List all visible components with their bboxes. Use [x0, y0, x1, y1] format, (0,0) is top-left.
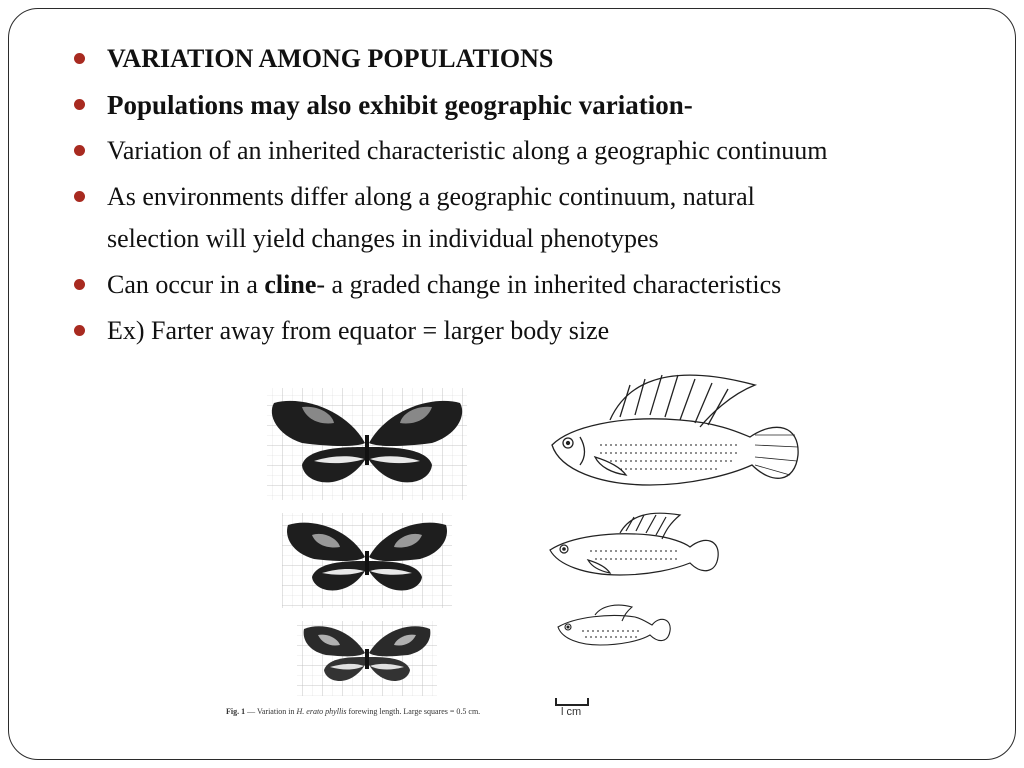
butterfly-large-image [267, 388, 467, 500]
butterfly-figure [262, 385, 477, 700]
bullet-text-line2: selection will yield changes in individual phenotypes [107, 224, 659, 253]
caption-rest: forewing length. Large squares = 0.5 cm. [346, 707, 481, 716]
fish-small-image [558, 605, 670, 645]
bullet-text: Populations may also exhibit geographic variation- [107, 90, 693, 120]
bullet-text: VARIATION AMONG POPULATIONS [107, 44, 554, 73]
bullet-text: Ex) Farter away from equator = larger body size [107, 316, 610, 345]
fish-medium-image [550, 513, 718, 575]
bullet-list [70, 38, 990, 356]
bullet-geographic-variation [70, 84, 990, 126]
figure-caption [226, 707, 480, 716]
bullet-dot-icon [74, 53, 85, 64]
bullet-dot-icon [74, 325, 85, 336]
scale-label: l cm [561, 706, 582, 718]
bullet-text-line1: As environments differ along a geographic continuum, natural [107, 182, 755, 211]
bullet-dot-icon [74, 279, 85, 290]
fish-large-image [552, 375, 798, 485]
bullet-variation-among-populations [70, 38, 990, 80]
caption-species: H. erato phyllis [296, 707, 347, 716]
bullet-dot-icon [74, 99, 85, 110]
bullet-cline [70, 264, 990, 306]
bullet-dot-icon [74, 145, 85, 156]
caption-fig-number: Fig. 1 [226, 707, 246, 716]
bullet-example [70, 310, 990, 352]
butterfly-medium-image [282, 513, 452, 608]
bullet-text-pre: Can occur in a [107, 270, 265, 299]
caption-text: — Variation in [245, 707, 297, 716]
bullet-inherited-characteristic [70, 130, 990, 172]
bullet-environments-differ [70, 176, 990, 260]
bullet-dot-icon [74, 191, 85, 202]
keyword-cline: cline [264, 270, 317, 299]
butterfly-small-image [297, 621, 437, 696]
fish-figure [540, 365, 810, 685]
bullet-text: Variation of an inherited characteristic along a geographic continuum [107, 136, 828, 165]
bullet-text-post: - a graded change in inherited characteristics [316, 270, 782, 299]
